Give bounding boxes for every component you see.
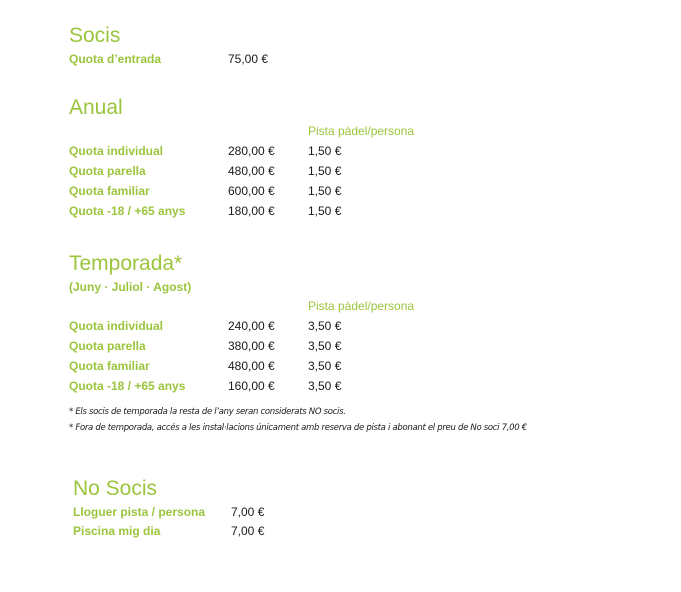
no-socis-row-label: Lloguer pista / persona [73, 505, 206, 519]
entry-fee-price: 75,00 € [228, 52, 269, 66]
temporada-row-padel: 3,50 € [308, 319, 342, 333]
temporada-row-price: 160,00 € [228, 379, 275, 393]
anual-row-padel: 1,50 € [308, 144, 342, 158]
temporada-note: * Els socis de temporada la resta de l’any seran considerats NO socis. [69, 407, 346, 417]
temporada-heading: Temporada* [69, 252, 183, 275]
anual-row-label: Quota familiar [69, 184, 150, 198]
anual-row-padel: 1,50 € [308, 164, 342, 178]
anual-row-label: Quota individual [69, 144, 164, 158]
temporada-row-price: 380,00 € [228, 339, 275, 353]
temporada-row-price: 240,00 € [228, 319, 275, 333]
anual-padel-column-header: Pista pàdel/persona [308, 124, 415, 138]
temporada-row-price: 480,00 € [228, 359, 275, 373]
temporada-row-padel: 3,50 € [308, 339, 342, 353]
temporada-row-label: Quota familiar [69, 359, 150, 373]
anual-row-price: 480,00 € [228, 164, 275, 178]
no-socis-row-label: Piscina mig dia [73, 524, 161, 538]
entry-fee-label: Quota d’entrada [69, 52, 162, 66]
anual-row-padel: 1,50 € [308, 204, 342, 218]
temporada-row-label: Quota parella [69, 339, 146, 353]
temporada-row-label: Quota -18 / +65 anys [69, 379, 186, 393]
no-socis-row-price: 7,00 € [231, 524, 265, 538]
anual-heading: Anual [69, 96, 123, 119]
temporada-row-label: Quota individual [69, 319, 164, 333]
socis-heading: Socis [69, 24, 121, 47]
temporada-note: * Fora de temporada, accés a les instal·lacions únicament amb reserva de pista i abonant el preu de No soci 7,00 € [69, 423, 527, 433]
temporada-row-padel: 3,50 € [308, 379, 342, 393]
temporada-row-padel: 3,50 € [308, 359, 342, 373]
anual-row-label: Quota parella [69, 164, 146, 178]
temporada-padel-column-header: Pista pàdel/persona [308, 299, 415, 313]
anual-row-price: 180,00 € [228, 204, 275, 218]
no-socis-heading: No Socis [73, 477, 158, 500]
anual-row-padel: 1,50 € [308, 184, 342, 198]
temporada-months: (Juny · Juliol · Agost) [69, 280, 192, 294]
no-socis-row-price: 7,00 € [231, 505, 265, 519]
anual-row-label: Quota -18 / +65 anys [69, 204, 186, 218]
anual-row-price: 600,00 € [228, 184, 275, 198]
anual-row-price: 280,00 € [228, 144, 275, 158]
